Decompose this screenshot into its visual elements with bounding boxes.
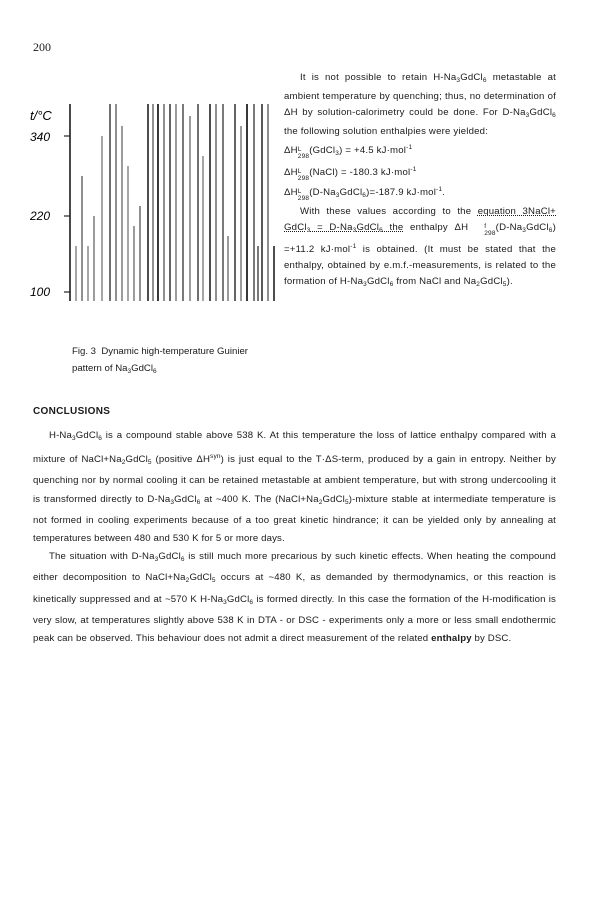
figure-caption: Fig. 3 Dynamic high-temperature Guinier pattern of $Na_3GdCl_6$ bbox=[72, 346, 248, 375]
paragraph: The situation with $D-Na_3GdCl_6$ is still much more precarious by such kinetic effects. When heating the compound either decomposition to $NaCl+Na_2GdCl_5$ occurs at ~480 K, as demanded by thermodynamics, or this reaction is kinetically suppressed and at ~570 K $H-Na_3GdCl_6$ is formed directly. In this case the formation of the H-modification is very slow, at temperatures slightly above 538 K in DTA - or DSC - experiments only a more or less small endothermic peak can be observed. This behaviour does not admit a direct measurement of the related enthalpy by DSC. bbox=[33, 551, 556, 645]
equation-nacl: ΔH L 298 (NaCl) = -180.3 kJ·mol$^{-1}$ bbox=[284, 166, 417, 182]
tick-label-220: 220 bbox=[30, 209, 51, 223]
conclusions-body bbox=[33, 427, 556, 648]
equation-na3gdcl6: ΔH L 298 $(D-Na_3GdCl_6)=-187.9$ kJ·mol$^{-1}$. bbox=[284, 186, 446, 202]
equation-gdcl3: ΔH L 298 (GdCl$_3$) = +4.5 kJ·mol$^{-1}$ bbox=[284, 144, 413, 160]
guinier-pattern-figure bbox=[30, 96, 285, 306]
page-number: 200 bbox=[33, 40, 51, 54]
right-column-text bbox=[284, 70, 556, 293]
paragraph: With these values according to the equation 3NaCl+ GdCl$_3$ = $D-Na_3GdCl_6$ the enthalpy ΔH f 298 $(D-Na_3GdCl_6) =+11.2$ kJ·mol$^{-1}$ is obtained. (It must be stated that the enthalpy, obtained by e.m.f.-measurements, is related to the formation of $H-Na_3GdCl_6$ from NaCl and $Na_2GdCl_5$). bbox=[284, 206, 557, 288]
paragraph: $H-Na_3GdCl_6$ is a compound stable above 538 K. At this temperature the loss of lattice enthalpy compared with a mixture of $NaCl+Na_2GdCl_5$ (positive $\Delta H^{syn}$) is just equal to the T·ΔS-term, produced by a gain in entropy. Neither by quenching nor by normal cooling it can be retained metastable at ambient temperature, but with strong undercooling it is transformed directly to $D-Na_3GdCl_6$ at ~400 K. The $(NaCl+Na_2GdCl_5)$-mixture stable at intermediate temperature is not formed in cooling experiments because of a too great kinetic hindrance; it can be yielded only by annealing at temperatures between 480 and 530 K for 5 or more days. bbox=[33, 430, 556, 545]
section-heading: CONCLUSIONS bbox=[33, 406, 111, 417]
paragraph: It is not possible to retain $H-Na_3GdCl_6$ metastable at ambient temperature by quenching; thus, no determination of ΔH by solution-calorimetry could be done. For $D-Na_3GdCl_6$ the following solution enthalpies were yielded: bbox=[284, 72, 557, 137]
axis-unit-label: t/°C bbox=[30, 108, 52, 123]
tick-label-100: 100 bbox=[30, 285, 51, 299]
tick-label-340: 340 bbox=[30, 130, 51, 144]
